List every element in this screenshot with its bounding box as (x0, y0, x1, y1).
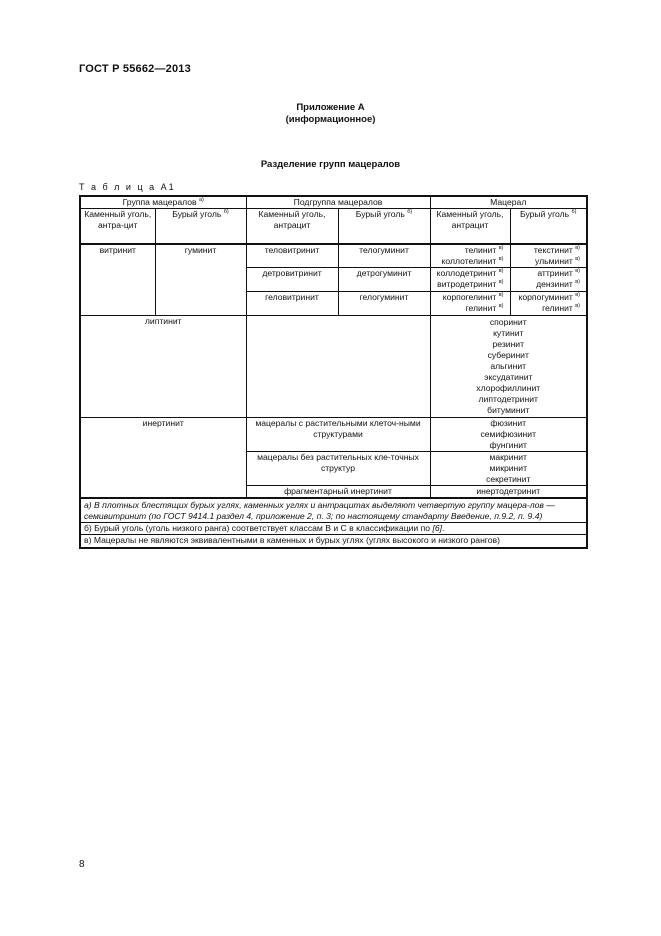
subgroup-gelovitrinite: геловитринит (246, 292, 338, 316)
subheader-hard-coal: Каменный уголь, антра-цит (80, 209, 155, 244)
maceral-hard-cell (430, 268, 510, 292)
subgroup-liptinite-empty (246, 316, 430, 418)
subheader-sub-brown-coal (338, 209, 430, 244)
section-title: Разделение групп мацералов (260, 159, 401, 170)
subheader-brown-coal (155, 209, 246, 244)
maceral-cutinite: кутинит (493, 328, 524, 338)
maceral-alginite: альгинит (490, 361, 527, 371)
note-b (81, 522, 586, 534)
footnote-mark: в) (575, 303, 580, 310)
maceral-corpohuminite: корпогуминит (518, 292, 573, 302)
table-caption: Т а б л и ц а А1 (79, 182, 176, 192)
maceral-table-wrapper (79, 195, 586, 549)
maceral-hard-cell (430, 244, 510, 268)
maceral-collotelinite: коллотелинит (441, 255, 497, 266)
maceral-brown-cell (510, 244, 587, 268)
page-number: 8 (79, 859, 85, 870)
maceral-chlorophyllinite: хлорофиллинит (476, 383, 541, 393)
header-group-label: Группа мацералов (122, 197, 197, 207)
footnote-mark: в) (575, 279, 580, 286)
subgroup-detrohuminite: детрогуминит (338, 268, 430, 292)
table-header-row (80, 196, 587, 209)
liptinite-maceral-list (430, 316, 587, 418)
subheader-mac-brown-coal (510, 209, 587, 244)
inert-sub2-macerals (430, 452, 587, 486)
subgroup-inert-with-cells: мацералы с растительными клеточ-ными структурами (246, 418, 430, 452)
table-notes-row (80, 498, 587, 548)
note-v: в) Мацералы не являются эквивалентными в каменных и бурых углях (углях высокого и низкого рангов) (81, 534, 586, 546)
subheader-mac-brown-coal-label: Бурый уголь (520, 209, 570, 219)
maceral-bituminite: битуминит (487, 405, 530, 415)
table-subheader-row (80, 209, 587, 244)
group-liptinite: липтинит (80, 316, 246, 418)
maceral-suberinite: суберинит (487, 350, 529, 360)
appendix-subtitle: (информационное) (285, 114, 376, 125)
maceral-semifusinite: семифюзинит (480, 429, 537, 439)
document-code: ГОСТ Р 55662—2013 (79, 63, 191, 75)
subheader-sub-hard-coal: Каменный уголь, антрацит (246, 209, 338, 244)
footnote-mark: в) (575, 292, 580, 299)
maceral-brown-cell (510, 268, 587, 292)
maceral-sporinite: споринит (489, 317, 527, 327)
maceral-gelinite: гелинит (465, 303, 497, 313)
maceral-micrinite: микринит (489, 463, 528, 473)
maceral-liptodetrinite: липтодетринит (478, 394, 538, 404)
maceral-resinite: резинит (492, 339, 525, 349)
subgroup-inert-without-cells: мацералы без растительных кле-точных структур (246, 452, 430, 486)
footnote-mark: б) (407, 209, 413, 216)
group-inertinite: инертинит (80, 418, 246, 499)
note-b-reference: [6] (432, 523, 443, 533)
maceral-vitrodetrinite: витродетринит (437, 279, 497, 289)
maceral-macrinite: макринит (489, 452, 527, 462)
header-group (80, 196, 246, 209)
footnote-mark: в) (498, 303, 504, 310)
maceral-brown-cell (510, 292, 587, 316)
table-row (80, 244, 587, 268)
maceral-collodetrinite: коллодетринит (436, 268, 497, 278)
maceral-table (79, 195, 588, 549)
table-notes (80, 498, 587, 548)
maceral-inertodetrinite: инертодетринит (476, 486, 541, 496)
maceral-fusinite: фюзинит (490, 418, 527, 428)
subheader-sub-brown-coal-label: Бурый уголь (355, 209, 405, 219)
maceral-secretinite: секретинит (486, 474, 531, 484)
maceral-textinite: текстинит (533, 244, 573, 255)
subgroup-inert-fragmentary: фрагментарный инертинит (246, 486, 430, 499)
group-huminite: гуминит (155, 244, 246, 316)
note-b-end: . (442, 523, 445, 533)
note-b-text: б) Бурый уголь (уголь низкого ранга) соответствует классам В и С в классификации по (84, 523, 433, 533)
note-a: а) В плотных блестящих бурых углях, каменных углях и антрацитах выделяют четвертую группу мацера-лов — семивитринит (по ГОСТ 9414.1 раздел 4, приложение 2, п. 3; по настоящему стандарту Введение, п.9.2, п. 9.4) (84, 500, 555, 521)
footnote-mark: б) (223, 209, 229, 216)
maceral-densinite: дензинит (536, 279, 573, 289)
subheader-brown-coal-label: Бурый уголь (172, 209, 222, 219)
footnote-mark: в) (575, 244, 580, 251)
inert-sub1-macerals (430, 418, 587, 452)
maceral-gelinite-brown: гелинит (542, 303, 573, 313)
subgroup-gelohuminite: гелогуминит (338, 292, 430, 316)
maceral-exsudatinite: эксудатинит (484, 372, 533, 382)
maceral-hard-cell (430, 292, 510, 316)
subgroup-telovitrinite: теловитринит (246, 244, 338, 268)
footnote-mark: в) (498, 268, 504, 275)
maceral-telinite: телинит (464, 244, 497, 255)
footnote-mark: в) (575, 268, 580, 275)
maceral-funginite: фунгинит (489, 440, 527, 450)
table-row (80, 316, 587, 418)
footnote-mark: в) (498, 279, 504, 286)
footnote-mark: б) (571, 209, 577, 216)
footnote-mark: в) (498, 244, 504, 251)
footnote-mark: в) (498, 255, 504, 262)
maceral-corpogelinite: корпогелинит (442, 292, 497, 302)
appendix-title: Приложение А (296, 102, 365, 113)
maceral-ulminite: ульминит (535, 255, 573, 266)
footnote-mark: в) (575, 255, 580, 262)
header-maceral: Мацерал (430, 196, 587, 209)
subgroup-detrovitrinite: детровитринит (246, 268, 338, 292)
group-vitrinite: витринит (80, 244, 155, 316)
footnote-mark: в) (498, 292, 504, 299)
inert-sub3-macerals (430, 486, 587, 499)
footnote-mark: а) (198, 197, 204, 204)
subgroup-telohuminite: телогуминит (338, 244, 430, 268)
subheader-mac-hard-coal: Каменный уголь, антрацит (430, 209, 510, 244)
maceral-attrinite: аттринит (537, 268, 573, 278)
table-row (80, 418, 587, 452)
header-subgroup: Подгруппа мацералов (246, 196, 430, 209)
